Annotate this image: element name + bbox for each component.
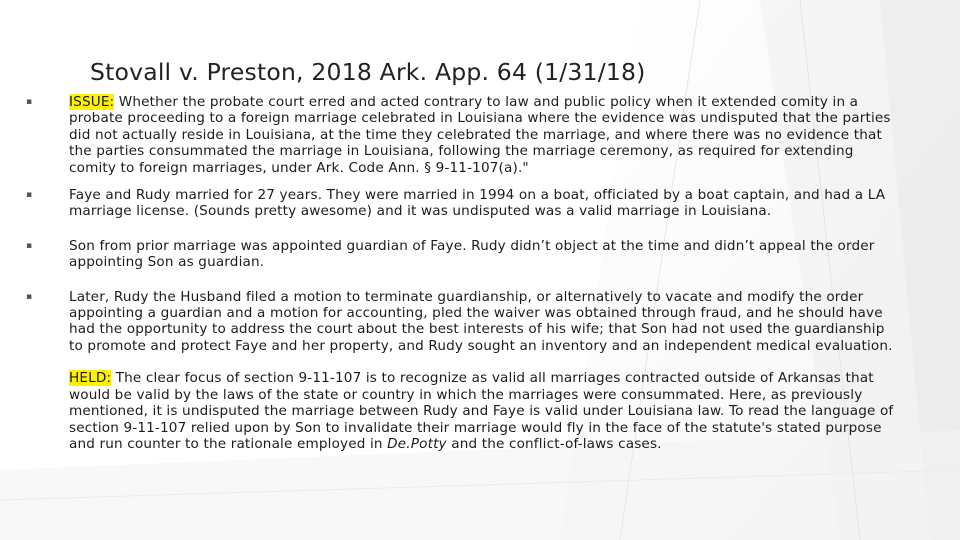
bullet-marriage-facts xyxy=(26,187,902,220)
bullet-icon: ▪ xyxy=(26,291,33,302)
held-text-after: and the conflict-of-laws cases. xyxy=(446,435,662,452)
held-label: HELD: xyxy=(69,370,112,387)
bullet-list xyxy=(26,94,902,452)
bullet-guardian xyxy=(26,238,902,271)
bullet-motion xyxy=(26,289,902,355)
guardian-text: Son from prior marriage was appointed guardian of Faye. Rudy didn’t object at the time and didn’t appeal the order appointing Son as guardian. xyxy=(69,237,875,271)
slide-title: Stovall v. Preston, 2018 Ark. App. 64 (1/31/18) xyxy=(90,58,646,86)
bullet-icon: ▪ xyxy=(26,240,33,251)
marriage-facts-text: Faye and Rudy married for 27 years. They were married in 1994 on a boat, officiated by a boat captain, and had a LA marriage license. (Sounds pretty awesome) and it was undisputed was a valid marriage in Louisiana. xyxy=(69,187,886,220)
held-case-name: De.Potty xyxy=(387,435,447,452)
held-paragraph xyxy=(26,370,902,452)
motion-text: Later, Rudy the Husband filed a motion to terminate guardianship, or alternatively to vacate and modify the order appointing a guardian and a motion for accounting, pled the waiver was obtained through fraud, and he should have had the opportunity to address the court about the best interests of his wife; that Son had not used the guardianship to promote and protect Faye and her property, and Rudy sought an inventory and an independent medical evaluation. xyxy=(69,288,893,354)
bullet-icon: ▪ xyxy=(26,190,33,201)
bullet-icon: ▪ xyxy=(26,97,33,107)
issue-text: Whether the probate court erred and acted contrary to law and public policy when it extended comity in a probate proceeding to a foreign marriage celebrated in Louisiana where the evidence was undisputed that the parties did not actually reside in Louisiana, at the time they celebrated the marriage, and where there was no evidence that the parties consummated the marriage in Louisiana, following the marriage ceremony, as required for extending comity to foreign marriages, under Ark. Code Ann. § 9-11-107(a)." xyxy=(69,94,891,176)
bullet-issue xyxy=(26,94,902,176)
held-text-before: The clear focus of section 9-11-107 is to recognize as valid all marriages contracted outside of Arkansas that would be valid by the laws of the state or country in which the marriages were consummated. Here, as previously mentioned, it is undisputed the marriage between Rudy and Faye is valid under Louisiana law. To read the language of section 9-11-107 relied upon by Son to invalidate their marriage would fly in the face of the statute's stated purpose and run counter to the rationale employed in xyxy=(69,370,894,452)
issue-label: ISSUE: xyxy=(69,94,115,110)
